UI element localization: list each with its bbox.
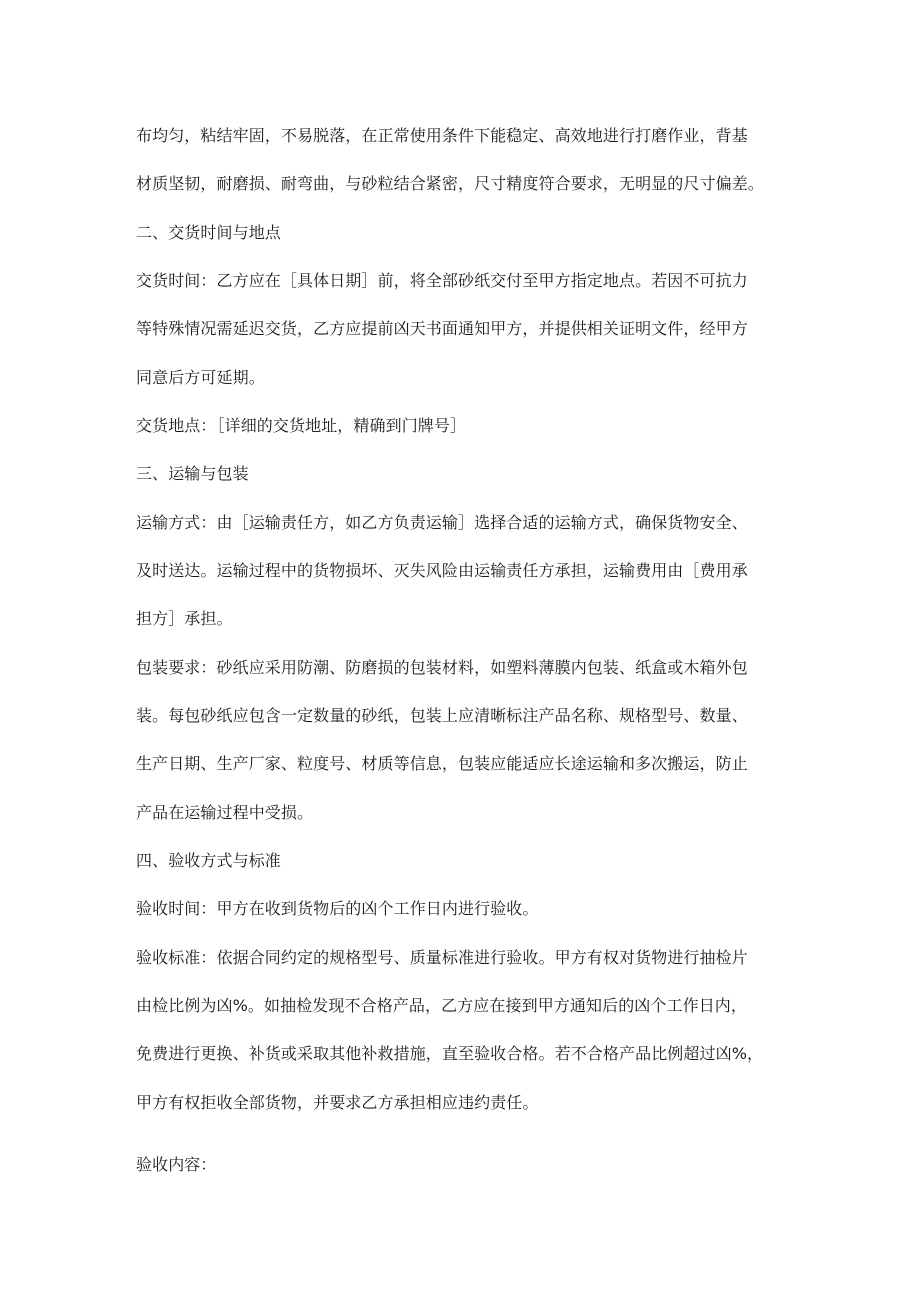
text-line: 免费进行更换、补货或采取其他补救措施，直至验收合格。若不合格产品比例超过凶%， — [136, 1044, 764, 1063]
text-line: 验收标准：依据合同约定的规格型号、质量标准进行验收。甲方有权对货物进行抽检片 — [136, 948, 748, 967]
text-line: 及时送达。运输过程中的货物损坏、灭失风险由运输责任方承担，运输费用由［费用承 — [136, 561, 748, 580]
text-line: 由检比例为凶%。如抽检发现不合格产品，乙方应在接到甲方通知后的凶个工作日内， — [136, 996, 748, 1015]
text-line: 验收内容： — [136, 1155, 217, 1174]
text-line: 生产日期、生产厂家、粒度号、材质等信息，包装应能适应长途运输和多次搬运，防止 — [136, 754, 748, 773]
text-line: 同意后方可延期。 — [136, 368, 265, 387]
text-line: 交货地点：［详细的交货地址，精确到门牌号］ — [136, 416, 467, 435]
section-heading: 二、交货时间与地点 — [136, 223, 281, 242]
text-line: 验收时间：甲方在收到货物后的凶个工作日内进行验收。 — [136, 899, 539, 918]
text-line: 运输方式：由［运输责任方，如乙方负责运输］选择合适的运输方式，确保货物安全、 — [136, 513, 748, 532]
text-line: 材质坚韧，耐磨损、耐弯曲，与砂粒结合紧密，尺寸精度符合要求，无明显的尺寸偏差。 — [136, 174, 764, 193]
text-line: 包装要求：砂纸应采用防潮、防磨损的包装材料，如塑料薄膜内包装、纸盒或木箱外包 — [136, 658, 748, 677]
text-line: 担方］承担。 — [136, 609, 233, 628]
text-line: 装。每包砂纸应包含一定数量的砂纸，包装上应清晰标注产品名称、规格型号、数量、 — [136, 706, 748, 725]
text-line: 布均匀，粘结牢固，不易脱落，在正常使用条件下能稳定、高效地进行打磨作业，背基 — [136, 126, 748, 145]
text-line: 甲方有权拒收全部货物，并要求乙方承担相应违约责任。 — [136, 1093, 539, 1112]
text-line: 等特殊情况需延迟交货，乙方应提前凶天书面通知甲方，并提供相关证明文件，经甲方 — [136, 319, 748, 338]
section-heading: 四、验收方式与标准 — [136, 851, 281, 870]
section-heading: 三、运输与包装 — [136, 464, 249, 483]
text-line: 交货时间：乙方应在［具体日期］前，将全部砂纸交付至甲方指定地点。若因不可抗力 — [136, 271, 748, 290]
text-line: 产品在运输过程中受损。 — [136, 803, 314, 822]
